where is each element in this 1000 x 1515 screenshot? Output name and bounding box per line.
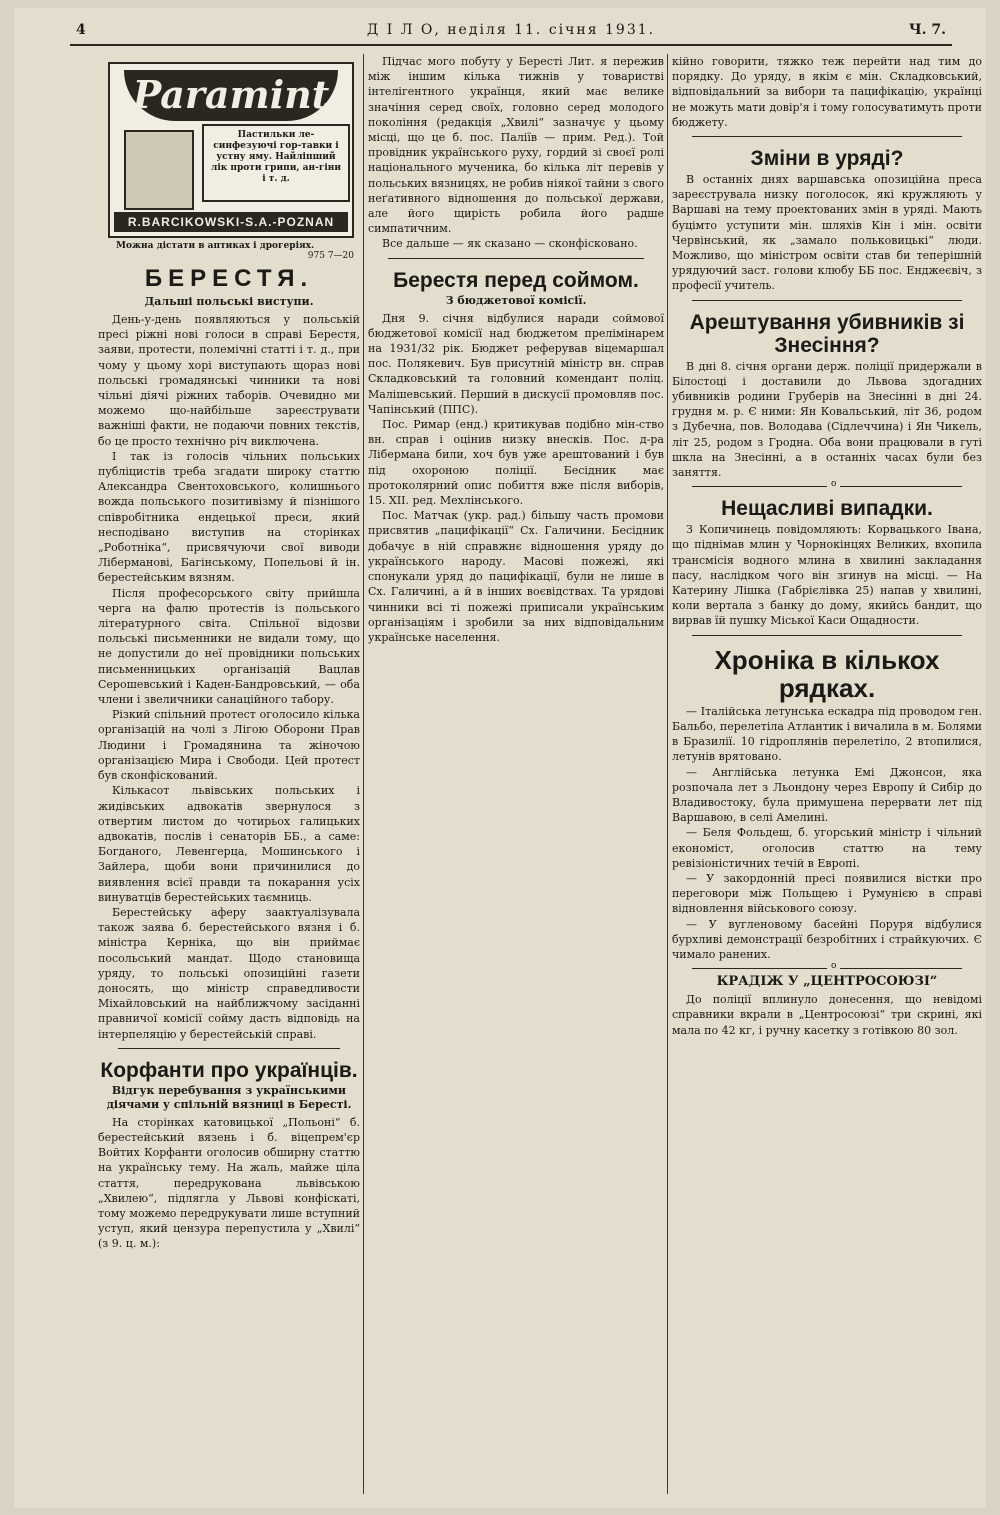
masthead-title: Д І Л О, неділя 11. січня 1931. xyxy=(366,22,656,38)
headline-berestia-sejm: Берестя перед соймом. xyxy=(393,268,639,292)
headline-berestia: БЕРЕСТЯ. xyxy=(144,265,314,292)
ad-brand: Paramint xyxy=(124,70,338,121)
article-paragraph: кійно говорити, тяжко теж перейти над тим до порядку. До уряду, в якім є мін. Складковський, відповідальний за вибори та пацифікацію, українці не можуть мати довір'я і тому голосуватимуть проти бюджету. xyxy=(672,55,982,129)
article-paragraph: Берестейську аферу заактуалізувала також заява б. берестейського вязня і б. міністра Керніка, що він приймає посольський мандат. Щодо становища уряду, то польські опозиційні газети доносять, що міністр справедливости Міхайловський на найближчому засіданні правничої комісії сойму дасть відповідь на інтерпеляцію у берестейській справі. xyxy=(98,905,360,1041)
subhead-budget-commission: З бюджетової комісії. xyxy=(445,293,587,307)
section-divider xyxy=(692,300,962,301)
headline-chronicle: Хроніка в кількох рядках. xyxy=(714,644,940,703)
article-paragraph: Дня 9. січня відбулися наради соймової бюджетової комісії над бюджетом прелімінарем на 1931/32 рік. Бюджет реферував віцемаршал пос. Полякевич. Був присутній міністр вн. справ Складковський та головний комендант поліц. Малішевський. Перший в дискусії промовляв пос. Чапінський (ППС). xyxy=(368,311,664,416)
page-number: 4 xyxy=(76,22,86,38)
confiscated-note: Все дальше — як сказано — сконфісковано. xyxy=(382,237,638,251)
ad-availability: Можна дістати в аптиках і дрогеріях. xyxy=(116,241,315,251)
chronicle-item: — У закордонній пресі появилися вістки про переговори між Польщею і Румунією в справі відновлення військового союзу. xyxy=(672,871,982,916)
section-divider: o xyxy=(692,486,962,487)
article-paragraph: В останніх днях варшавська опозиційна преса зареєструвала низку поголосок, які кружляють у Варшаві на тему проектованих змін в уряді. Мають буцімто уступити мін. шляхів Кін і мін. освіти Червінський, як „замало польковицькі“ люди. Можливо, що міністром освіти став би теперішній урядуючий заст. голови клюбу ББ пос. Енджеєвіч, з професії учитель. xyxy=(672,173,982,293)
chronicle-item: — Беля Фольдеш, б. угорський міністр і чільний економіст, оголосив статтю на тему ревізіоністичних течій в Европі. xyxy=(672,826,982,870)
newspaper-page xyxy=(14,8,986,1508)
column-2 xyxy=(368,54,664,1504)
column-rule xyxy=(363,54,364,1494)
ad-text: Пастильки ле-синфезуючі гор-тавки і устну яму. Найліпший лік проти грипи, ан-гіни і т. д. xyxy=(202,124,350,202)
chronicle-item: — У вугленовому басейні Поруря відбулися бурхливі демонстрації безробітних і страйкуючих. Є чимало ранених. xyxy=(672,917,982,961)
article-paragraph: І так із голосів чільних польських публіцистів треба згадати широку статтю Александра Свентоховського, колишнього вожда польського позитивізму й пізнішого співробітника ендецької преси, який несподівано виступив на сторінках „Роботніка“, присвячуючи свої виводи Ліберманові, Багінському, Попельові й ін. берестейським вязням. xyxy=(98,449,360,585)
article-paragraph: Кількасот львівських польських і жидівських адвокатів звернулося з отвертим листом до чотирьох галицьких адвокатів, послів і сенаторів ББ., а саме: Богданого, Левенгерца, Мошинського і Зайлера, щоби вони причинилися до виявлення всієї правди та покарання усіх винуватців берестейських таємниць. xyxy=(98,784,360,904)
article-paragraph: Підчас мого побуту у Бересті Лит. я пережив між іншим кілька тижнів у товаристві інтелігентного українця, який має велике значіння серед своїх, головно серед молодого покоління (редакція „Хвилі“ зазначує у цьому місці, що це б. пос. Паліїв — прим. Ред.). Той провідник українського руху, гордий зі своєї ролі національного мученика, бо кілька літ перевів у польських вязницях, не робив ніякої тайни з свого неґативного відношення до польської держави, але його щирість робила його радше симпатичним. xyxy=(368,55,664,236)
article-paragraph: На сторінках катовицької „Польоні“ б. берестейський вязень і б. віцепрем'єр Войтих Корфанти оголосив обширну статтю на українську тему. На жаль, майже ціла стаття, передрукована львівською „Хвилею“, підлягла у Львові конфіскаті, тому можемо передрукувати лише вступний уступ, який цензура перепустила у „Хвилі“ (з 9. ц. м.): xyxy=(98,1115,360,1251)
section-divider xyxy=(692,635,962,636)
headline-korfanty: Корфанти про українців. xyxy=(100,1058,358,1082)
headline-arrest: Арештування убивників зі Знесіння? xyxy=(689,310,965,357)
article-paragraph: В дні 8. січня органи держ. поліції придержали в Білостоці і доставили до Львова здогадних убивників родини Груберів на Знесінні в дні 24. грудня м. р. Є ними: Ян Ковальський, літ 36, родом з Дубечна, пов. Володава (Сідлеччина) і Ян Чикель, літ 25, родом з Гродна. Оба вони працювали в гуті шкла на Знесінні, а в останніх часах були без заняття. xyxy=(672,359,982,480)
issue-number: Ч. 7. xyxy=(908,22,946,38)
ad-note xyxy=(98,238,360,261)
column-rule xyxy=(667,54,668,1494)
column-3 xyxy=(672,54,982,1504)
article-paragraph: Різкий спільний протест оголосило кілька організацій на чолі з Лігою Оборони Прав Людини і Громадянина та жіночою організацією Мира і Свободи. Цей протест був сконфіскований. xyxy=(98,708,360,783)
ad-maker: R.BARCIKOWSKI-S.A.-POZNAN xyxy=(114,212,348,232)
section-divider xyxy=(388,258,644,259)
section-divider: o xyxy=(692,968,962,969)
chronicle-item: — Італійська летунська ескадра під проводом ген. Бальбо, перелетіла Атлантик і вичалила в м. Болями в Бразилії. 10 гідроплянів перелетіло, 2 втопилися, летунів врятовано. xyxy=(672,704,982,764)
article-paragraph: Після професорського світу прийшла черга на фалю протестів із польського літературного світа. Спільної відозви польські письменники не видали тому, що не допустили до неї провідники польських письменницьких організацій Вацлав Серошевський і Каден-Бандровський, — оба члени і звеличники санаційного табору. xyxy=(98,586,360,707)
ad-product-image xyxy=(124,130,194,210)
section-divider xyxy=(118,1048,340,1049)
article-paragraph: День-у-день появляються у польській пресі ріжні нові голоси в справі Берестя, заяви, протести, полемічні статті і т. д., при чому у цьому хорі виступають щораз нові польські громадянські чинники та нові чільні діячі ріжних таборів. Очевидно ми можемо що-найбільше зареєструвати важніші факти, не подаючи повних текстів, бо це просто технічно річ виключена. xyxy=(98,313,360,448)
paramint-advertisement xyxy=(108,62,354,238)
headline-theft: КРАДІЖ У „ЦЕНТРОСОЮЗІ“ xyxy=(716,974,938,990)
subhead-berestia: Дальші польські виступи. xyxy=(144,295,314,308)
article-paragraph: До поліції вплинуло донесення, що невідомі справники вкрали в „Центросоюзі“ три скрині, які мала по 42 кг, і ручну касетку з готівкою 80 зол. xyxy=(672,993,982,1037)
ad-code: 975 7—20 xyxy=(307,251,354,261)
headline-accidents: Нещасливі випадки. xyxy=(721,497,933,521)
column-1 xyxy=(98,54,360,1504)
headline-government-changes: Зміни в уряді? xyxy=(750,147,904,171)
article-paragraph: Пос. Матчак (укр. рад.) більшу часть промови присвятив „пацифікації“ Сх. Галичини. Бесідник добачує в ній справжнє відношення уряду до українського народу. Масові пожежі, які спонукали уряд до пацифікації, були не лише в Сх. Галичині, а й в інших воєвідствах. Та урядові чинники всі ті пожежі приписали українським організаціям і зробили за них відповідальним українське населення. xyxy=(368,509,664,644)
masthead xyxy=(70,20,952,46)
article-paragraph: З Копичинець повідомляють: Корвацького Івана, що піднімав млин у Чорнокінцях Великих, вхопила трансмісія водного млина в хвилині закладання пасу, наслідком чого він згинув на місці. — На Катерину Лішка (Габрієлівка 25) напав у хвилині, коли вертала з банку до дому, якийсь бандит, що вирвав їй пушку Міської Каси Ощадности. xyxy=(672,523,982,628)
subhead-korfanty: Відгук перебування з українськими діячами у спільній вязниці в Бересті. xyxy=(106,1083,352,1111)
section-divider xyxy=(692,136,962,137)
article-paragraph: Пос. Римар (енд.) критикував подібно мін-ство вн. справ і оцінив низку внесків. Пос. д-ра Лібермана били, хоч був уже арештований і був під охороною поліції. Бесідник має протоколярний опис побиття вже після виборів, 15. XII. ред. Мехлінського. xyxy=(368,418,664,508)
chronicle-item: — Англійська летунка Емі Джонсон, яка розпочала лет з Льондону через Европу й Сибір до Владивостоку, була примушена перервати лет під Варшавою, в селі Амелині. xyxy=(672,765,982,825)
